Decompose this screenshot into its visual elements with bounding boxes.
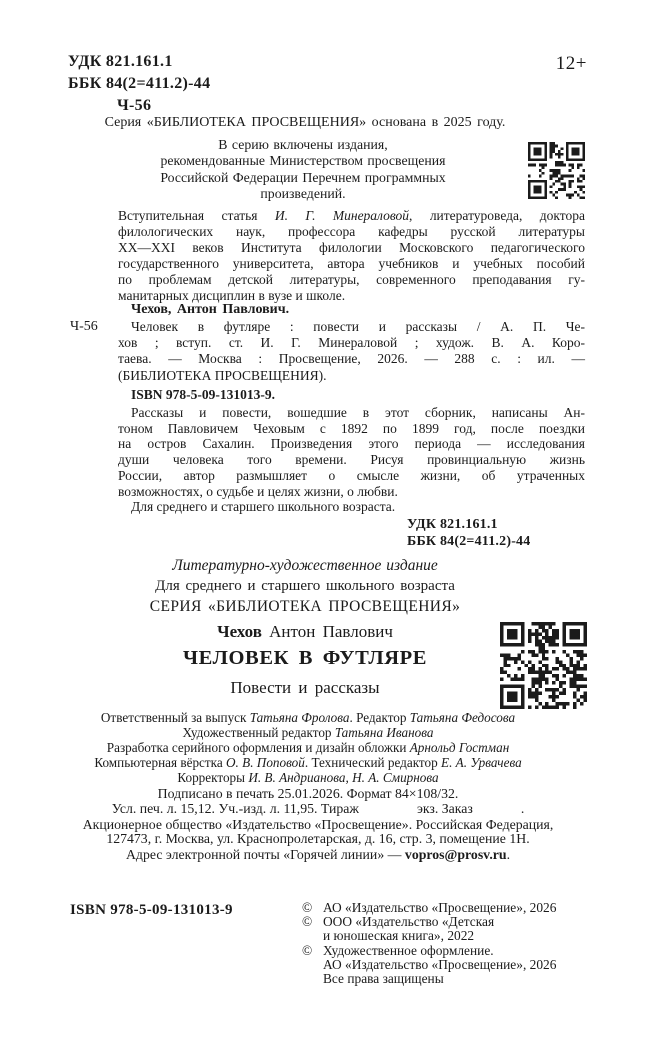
annotation-line: на остров Сахалин. Произведения этого периода — исследования <box>118 436 585 452</box>
qr-code-icon <box>528 142 585 199</box>
credits-line: Ответственный за выпуск Татьяна Фролова. Редактор Татьяна Федосова <box>100 710 516 725</box>
book-title: ЧЕЛОВЕК В ФУТЛЯРЕ <box>182 647 428 669</box>
copyright-text: Художественное оформление. АО «Издательство «Просвещение», 2026 Все права защищены <box>323 943 557 986</box>
intro-line: манитарных дисциплин в вузе и школе. <box>118 287 346 303</box>
udk-number: УДК 821.161.1 <box>68 53 173 70</box>
annotation-paragraph <box>118 405 585 515</box>
card-line: хов ; вступ. ст. И. Г. Минераловой ; худож. В. А. Коро- <box>118 335 585 351</box>
staff-credits <box>62 710 554 785</box>
annotation-line: России, автор размышляет о смысле жизни, об утраченных <box>118 467 585 483</box>
hotline-email-line: Адрес электронной почты «Горячей линии» — vopros@prosv.ru. <box>125 847 511 862</box>
hotline-email: vopros@prosv.ru <box>404 847 507 862</box>
copyright-sign: © <box>302 913 313 929</box>
footer-isbn: ISBN 978-5-09-131013-9 <box>70 902 233 918</box>
edition-series-line: СЕРИЯ «БИБЛИОТЕКА ПРОСВЕЩЕНИЯ» <box>149 598 461 615</box>
annotation-line: души человека того времени. Рисуя провинциальную жизнь <box>118 452 585 468</box>
card-isbn: ISBN 978-5-09-131013-9. <box>131 386 275 402</box>
series-note-line: рекомендованные Министерством просвещения <box>160 153 446 169</box>
edition-author-surname: Чехов <box>217 622 262 641</box>
edition-audience-line: Для среднего и старшего школьного возраста <box>155 578 455 594</box>
book-subtitle: Повести и рассказы <box>230 678 380 697</box>
credits-line: Разработка серийного оформления и дизайн обложки Арнольд Гостман <box>106 740 510 756</box>
credits-line: Корректоры И. В. Андрианова, Н. А. Смирнова <box>177 770 439 786</box>
intro-author-name: И. Г. Минераловой <box>274 208 410 223</box>
copyright-block <box>302 901 594 986</box>
intro-line: по проблемам детской литературы, современного преподавания гу- <box>118 271 585 287</box>
card-author-heading: Чехов, Антон Павлович. <box>131 302 290 317</box>
copyright-entry <box>302 915 594 943</box>
card-line: таева. — Москва : Просвещение, 2026. — 288 с. : ил. — <box>118 351 585 367</box>
series-note-line: В серию включены издания, <box>218 137 388 152</box>
classification-block <box>68 51 210 117</box>
classification-repeat-block <box>407 517 530 550</box>
copyright-text: АО «Издательство «Просвещение», 2026 <box>323 900 557 915</box>
credits-line: Художественный редактор Татьяна Иванова <box>182 725 434 741</box>
card-line: Человек в футляре : повести и рассказы / А. П. Че- <box>131 319 585 334</box>
series-founded-line: Серия «БИБЛИОТЕКА ПРОСВЕЩЕНИЯ» основана в 2025 году. <box>104 115 506 130</box>
card-description <box>118 319 585 403</box>
udk-number-repeat: УДК 821.161.1 <box>407 517 498 532</box>
series-note-line: произведений. <box>260 185 346 201</box>
annotation-line: тоном Павловичем Чеховым с 1892 по 1899 год, после поездки <box>118 420 585 436</box>
intro-line: филологических наук, профессора кафедры русской литературы <box>118 223 585 239</box>
card-line: (БИБЛИОТЕКА ПРОСВЕЩЕНИЯ). <box>118 367 327 383</box>
print-signed-line: Подписано в печать 25.01.2026. Формат 84×108/32. <box>157 786 459 801</box>
intro-line: Вступительная статья И. Г. Минераловой, литературоведа, доктора <box>118 208 585 223</box>
annotation-line: возможностях, о судьбе и целях жизни, о любви. <box>118 483 398 499</box>
bbk-number-repeat: ББК 84(2=411.2)-44 <box>407 533 531 549</box>
series-note-line: Российской Федерации Перечнем программных <box>160 169 446 185</box>
publisher-address-line: 127473, г. Москва, ул. Краснопролетарская, д. 16, стр. 3, помещение 1Н. <box>106 831 530 846</box>
card-author-code: Ч-56 <box>70 319 98 334</box>
copyright-sign: © <box>302 943 313 959</box>
edition-type-line: Литературно-художественное издание <box>172 557 438 574</box>
bbk-number: ББК 84(2=411.2)-44 <box>68 75 211 92</box>
intro-line: государственного университета, автора учебников и учебных пособий <box>118 255 585 271</box>
annotation-audience: Для среднего и старшего школьного возраста. <box>131 499 396 515</box>
copyright-sign: © <box>302 900 313 915</box>
author-code: Ч-56 <box>117 97 152 114</box>
qr-code-icon <box>500 622 587 709</box>
annotation-line: Рассказы и повести, вошедшие в этот сборник, написаны Ан- <box>131 405 585 420</box>
print-sheets-line: Усл. печ. л. 15,12. Уч.-изд. л. 11,95. Тираж экз. Заказ . <box>111 801 525 816</box>
edition-author-line: Чехов Антон Павлович <box>217 622 393 641</box>
intro-line: XX—XXI веков Института филологии Московского педагогического <box>118 239 585 255</box>
copyright-entry <box>302 944 594 985</box>
age-rating-badge: 12+ <box>555 53 587 74</box>
intro-paragraph <box>118 208 585 303</box>
series-note <box>62 137 544 202</box>
copyright-text: ООО «Издательство «Детская и юношеская книга», 2022 <box>323 913 495 943</box>
copyright-entry <box>302 901 594 915</box>
publisher-address-line: Акционерное общество «Издательство «Просвещение». Российская Федерация, <box>82 817 554 832</box>
credits-line: Компьютерная вёрстка О. В. Поповой. Технический редактор Е. А. Урвачева <box>94 755 522 771</box>
